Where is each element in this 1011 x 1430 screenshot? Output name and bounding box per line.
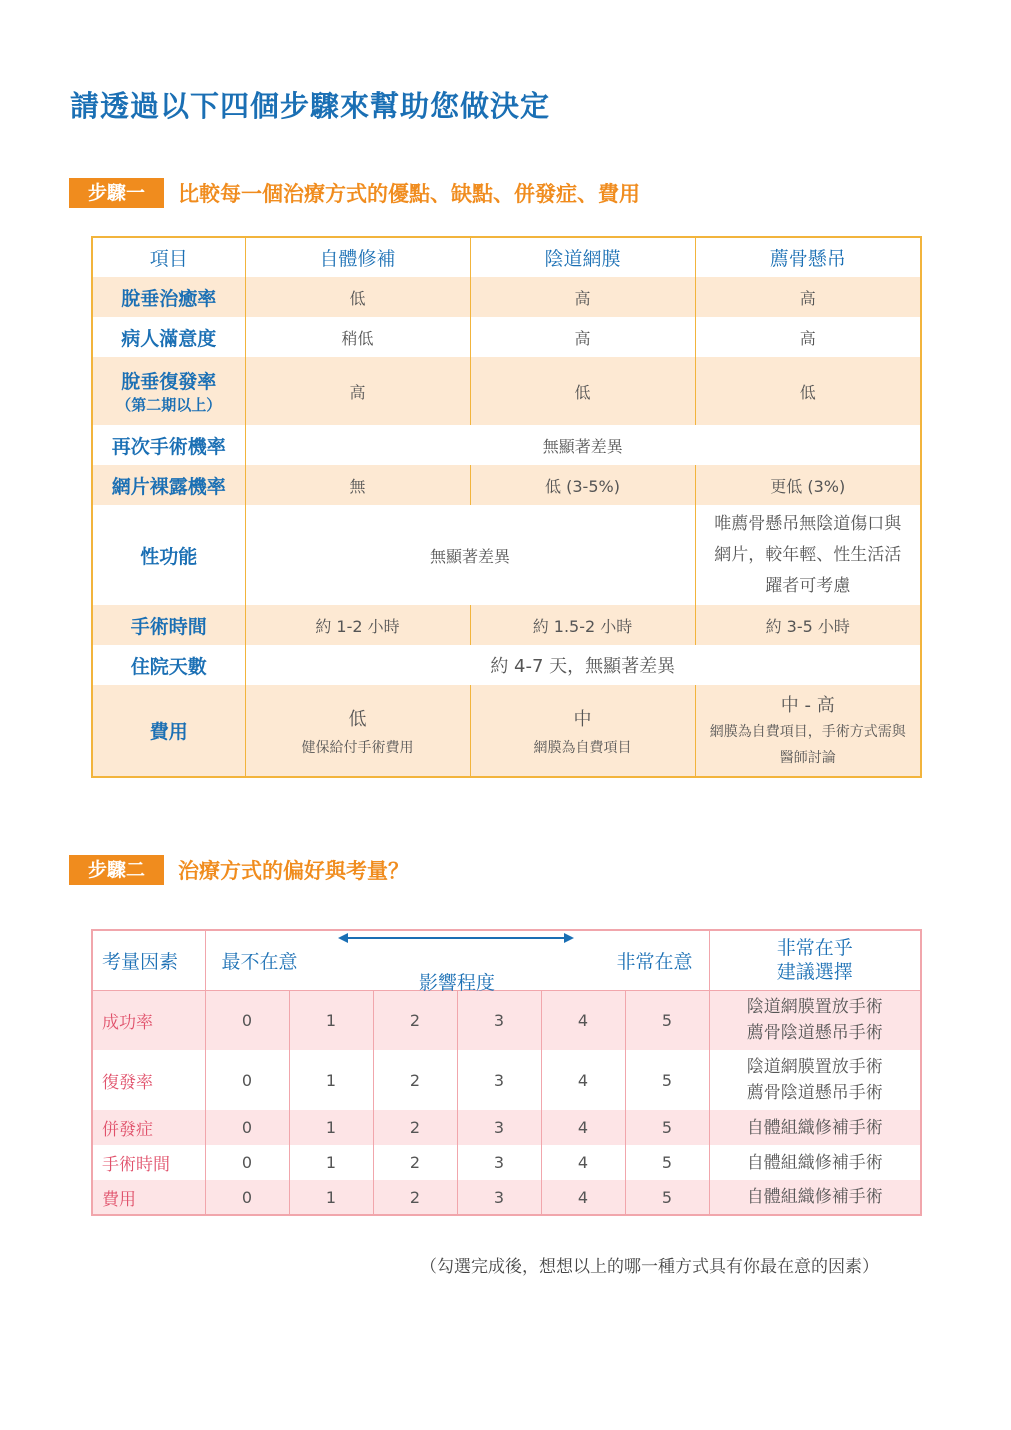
influence-header xyxy=(205,930,709,995)
cell xyxy=(470,685,695,777)
recommendation-line1: 自體組織修補手術 xyxy=(746,1117,883,1138)
row-label-sub: （第二期以上） xyxy=(116,396,222,414)
row-label: 性功能 xyxy=(140,545,198,568)
preference-row xyxy=(92,1110,921,1145)
preference-row xyxy=(92,1180,921,1215)
step2-tag: 步驟二 xyxy=(69,855,164,885)
factor-label: 費用 xyxy=(92,1180,205,1215)
scale-option-4[interactable]: 4 xyxy=(541,1050,625,1110)
scale-option-1[interactable]: 1 xyxy=(289,1050,373,1110)
row-label: 手術時間 xyxy=(92,605,245,645)
cell: 高 xyxy=(470,317,695,357)
scale-option-0[interactable]: 0 xyxy=(205,1050,289,1110)
cell: 稍低 xyxy=(245,317,470,357)
scale-option-0[interactable]: 0 xyxy=(205,1110,289,1145)
table-row xyxy=(92,465,921,505)
scale-option-4[interactable]: 4 xyxy=(541,990,625,1050)
double-arrow-icon xyxy=(338,932,574,944)
table-row xyxy=(92,685,921,777)
cell: 低 (3-5%) xyxy=(470,465,695,505)
scale-option-0[interactable]: 0 xyxy=(205,1180,289,1215)
scale-option-5[interactable]: 5 xyxy=(625,1180,709,1215)
scale-option-2[interactable]: 2 xyxy=(373,1050,457,1110)
influence-label: 影響程度 xyxy=(418,972,495,995)
cell: 更低 (3%) xyxy=(695,465,921,505)
cell: 高 xyxy=(245,357,470,425)
table-row xyxy=(92,317,921,357)
factor-label: 併發症 xyxy=(92,1110,205,1145)
recommend-header xyxy=(709,930,921,990)
recommend-header-line2: 建議選擇 xyxy=(776,961,853,984)
col-header-sacrocolpopexy: 薦骨懸吊 xyxy=(695,237,921,277)
factor-label: 復發率 xyxy=(102,1072,153,1093)
scale-option-5[interactable]: 5 xyxy=(625,1110,709,1145)
row-label: 網片裸露機率 xyxy=(92,465,245,505)
row-label xyxy=(92,357,245,425)
table-row xyxy=(92,357,921,425)
recommend-header-line1: 非常在乎 xyxy=(776,937,853,960)
scale-option-3[interactable]: 3 xyxy=(457,1145,541,1180)
page-title: 請透過以下四個步驟來幫助您做決定 xyxy=(70,89,551,123)
least-care-label: 最不在意 xyxy=(221,950,298,973)
factor-label: 成功率 xyxy=(92,990,205,1050)
scale-option-2[interactable]: 2 xyxy=(373,1180,457,1215)
step1-header xyxy=(69,178,640,208)
step1-heading: 比較每一個治療方式的優點、缺點、併發症、費用 xyxy=(178,182,640,206)
col-header-native-tissue: 自體修補 xyxy=(245,237,470,277)
table-row xyxy=(92,277,921,317)
table-row xyxy=(92,645,921,685)
recommendation-cell xyxy=(709,990,921,1050)
scale-option-3[interactable]: 3 xyxy=(457,990,541,1050)
scale-option-5[interactable]: 5 xyxy=(625,990,709,1050)
scale-option-0[interactable]: 0 xyxy=(205,1145,289,1180)
scale-option-1[interactable]: 1 xyxy=(289,1145,373,1180)
row-label: 住院天數 xyxy=(130,655,207,678)
cell: 約 3-5 小時 xyxy=(695,605,921,645)
cell: 低 xyxy=(245,277,470,317)
table-header-row xyxy=(92,237,921,277)
col-header-vaginal-mesh: 陰道網膜 xyxy=(470,237,695,277)
preference-header-row xyxy=(92,930,921,990)
merged-cell: 無顯著差異 xyxy=(245,425,921,465)
row-label: 脫垂治癒率 xyxy=(92,277,245,317)
cell: 約 1-2 小時 xyxy=(245,605,470,645)
row-label: 費用 xyxy=(92,685,245,777)
scale-option-1[interactable]: 1 xyxy=(289,1180,373,1215)
recommendation-line1: 陰道網膜置放手術 xyxy=(746,997,883,1018)
step2-heading: 治療方式的偏好與考量？ xyxy=(178,859,409,883)
factor-header: 考量因素 xyxy=(92,930,205,990)
scale-option-4[interactable]: 4 xyxy=(541,1180,625,1215)
recommendation-cell xyxy=(709,1050,921,1110)
recommendation-cell xyxy=(709,1145,921,1180)
recommendation-line1: 自體組織修補手術 xyxy=(746,1187,883,1207)
preference-row xyxy=(92,990,921,1050)
step1-tag: 步驟一 xyxy=(69,178,164,208)
most-care-label: 非常在意 xyxy=(616,950,693,973)
cell: 低 xyxy=(470,357,695,425)
footer-note: （勾選完成後，想想以上的哪一種方式具有你最在意的因素） xyxy=(420,1257,879,1277)
row-label-main: 脫垂復發率 xyxy=(121,371,217,393)
recommendation-line1: 陰道網膜置放手術 xyxy=(746,1057,883,1077)
cost-level: 中 xyxy=(573,708,592,730)
scale-option-1[interactable]: 1 xyxy=(289,1110,373,1145)
factor-label: 手術時間 xyxy=(102,1155,170,1175)
scale-option-3[interactable]: 3 xyxy=(457,1180,541,1215)
cell: 低 xyxy=(695,357,921,425)
recommendation-line2: 薦骨陰道懸吊手術 xyxy=(746,1083,883,1103)
col-header-item: 項目 xyxy=(149,248,188,270)
cell xyxy=(695,685,921,777)
row-label: 病人滿意度 xyxy=(121,327,217,350)
scale-option-5[interactable]: 5 xyxy=(625,1145,709,1180)
scale-option-2[interactable]: 2 xyxy=(373,1145,457,1180)
cell: 高 xyxy=(695,277,921,317)
cost-note: 健保給付手術費用 xyxy=(301,739,414,756)
scale-option-3[interactable]: 3 xyxy=(457,1110,541,1145)
recommendation-line2: 薦骨陰道懸吊手術 xyxy=(746,1023,883,1044)
scale-option-4[interactable]: 4 xyxy=(541,1145,625,1180)
scale-option-0[interactable]: 0 xyxy=(205,990,289,1050)
cost-level: 低 xyxy=(348,708,367,730)
cost-note: 網膜為自費項目，手術方式需與醫師討論 xyxy=(709,723,906,766)
recommendation-line1: 自體組織修補手術 xyxy=(746,1152,883,1173)
cost-level: 中 - 高 xyxy=(780,694,835,716)
recommendation-cell xyxy=(709,1180,921,1215)
scale-option-2[interactable]: 2 xyxy=(373,1110,457,1145)
table-row xyxy=(92,505,921,605)
preference-row xyxy=(92,1050,921,1110)
preference-row xyxy=(92,1145,921,1180)
table-row xyxy=(92,605,921,645)
scale-option-2[interactable]: 2 xyxy=(373,990,457,1050)
comparison-table xyxy=(91,236,922,778)
preference-table xyxy=(91,929,922,1216)
step2-header xyxy=(69,855,409,885)
scale-option-5[interactable]: 5 xyxy=(625,1050,709,1110)
preference-rows xyxy=(92,990,921,1215)
cell: 高 xyxy=(695,317,921,357)
merged-cell: 約 4-7 天，無顯著差異 xyxy=(245,645,921,685)
influence-scale-header xyxy=(206,947,709,995)
scale-option-1[interactable]: 1 xyxy=(289,990,373,1050)
merged-cell: 無顯著差異 xyxy=(245,505,695,605)
table-row xyxy=(92,425,921,465)
cell: 高 xyxy=(470,277,695,317)
recommendation-cell xyxy=(709,1110,921,1145)
row-label: 再次手術機率 xyxy=(111,435,226,458)
cell: 無 xyxy=(245,465,470,505)
cell: 唯薦骨懸吊無陰道傷口與網片，較年輕、性生活活躍者可考慮 xyxy=(695,505,921,605)
cell: 約 1.5-2 小時 xyxy=(470,605,695,645)
scale-option-4[interactable]: 4 xyxy=(541,1110,625,1145)
scale-option-3[interactable]: 3 xyxy=(457,1050,541,1110)
cell xyxy=(245,685,470,777)
cost-note: 網膜為自費項目 xyxy=(533,739,632,756)
